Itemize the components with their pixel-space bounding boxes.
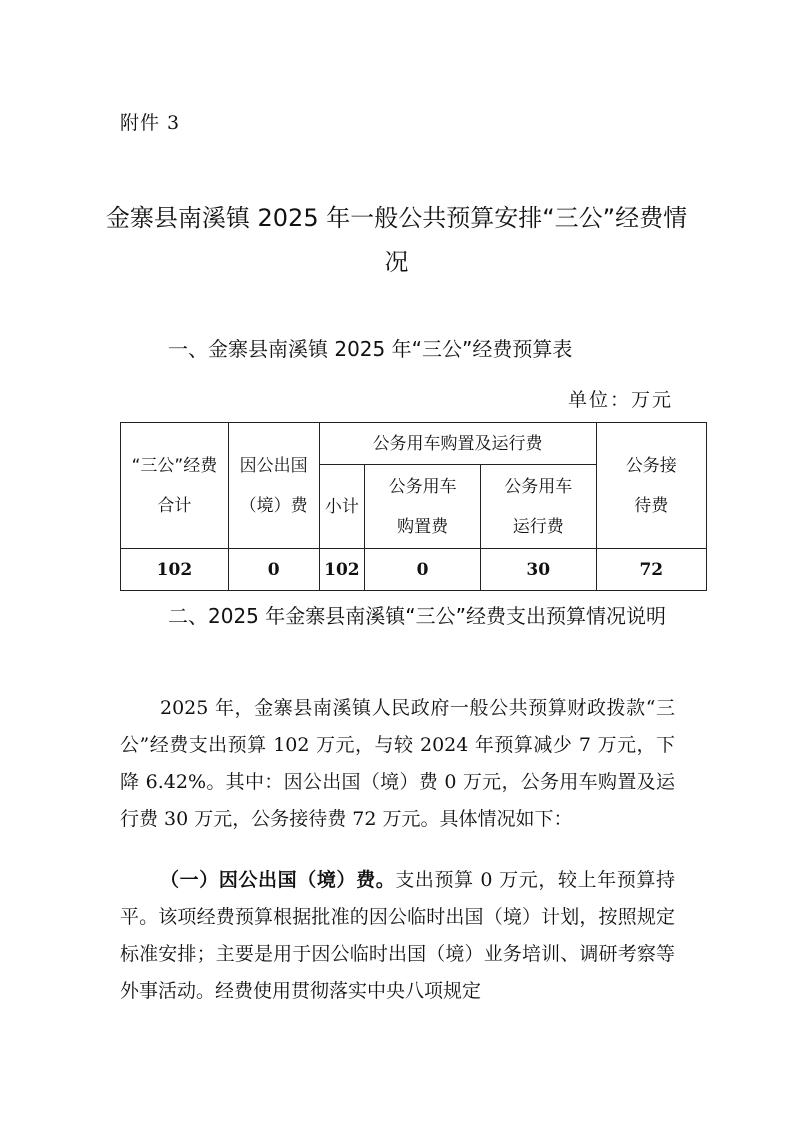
value-abroad: 0 [228, 549, 319, 591]
paragraph-abroad-lead: （一）因公出国（境）费。 [160, 869, 396, 891]
value-total: 102 [121, 549, 229, 591]
value-operation: 30 [480, 549, 596, 591]
header-purchase: 公务用车购置费 [365, 465, 481, 549]
paragraph-overview: 2025 年，金寨县南溪镇人民政府一般公共预算财政拨款“三公”经费支出预算 102 万元，与较 2024 年预算减少 7 万元，下降 6.42%。其中：因公出国（境）费 0 万元，公务用车购置及运行费 30 万元，公务接待费 72 万元。具体情况如下： [120, 697, 675, 830]
unit-label: 单位：万元 [567, 389, 673, 411]
value-reception: 72 [596, 549, 706, 591]
paragraph-abroad [120, 862, 675, 1010]
section2-heading: 二、2025 年金寨县南溪镇“三公”经费支出预算情况说明 [168, 604, 666, 628]
header-vehicle-group: 公务用车购置及运行费 [319, 423, 596, 465]
header-operation: 公务用车运行费 [480, 465, 596, 549]
header-abroad: 因公出国（境）费 [228, 423, 319, 549]
paragraph-abroad-body: 支出预算 0 万元，较上年预算持平。该项经费预算根据批准的因公临时出国（境）计划，按照规定标准安排；主要是用于因公临时出国（境）业务培训、调研考察等外事活动。经费使用贯彻落实中央八项规定 [120, 869, 675, 1002]
document-title: 金寨县南溪镇 2025 年一般公共预算安排“三公”经费情况 [105, 204, 688, 276]
attachment-label: 附件 3 [120, 112, 181, 134]
value-purchase: 0 [365, 549, 481, 591]
header-reception: 公务接待费 [596, 423, 706, 549]
header-total: “三公”经费合计 [121, 423, 229, 549]
header-subtotal: 小计 [319, 465, 365, 549]
value-subtotal: 102 [319, 549, 365, 591]
budget-table [120, 422, 707, 591]
section1-heading: 一、金寨县南溪镇 2025 年“三公”经费预算表 [168, 337, 573, 361]
